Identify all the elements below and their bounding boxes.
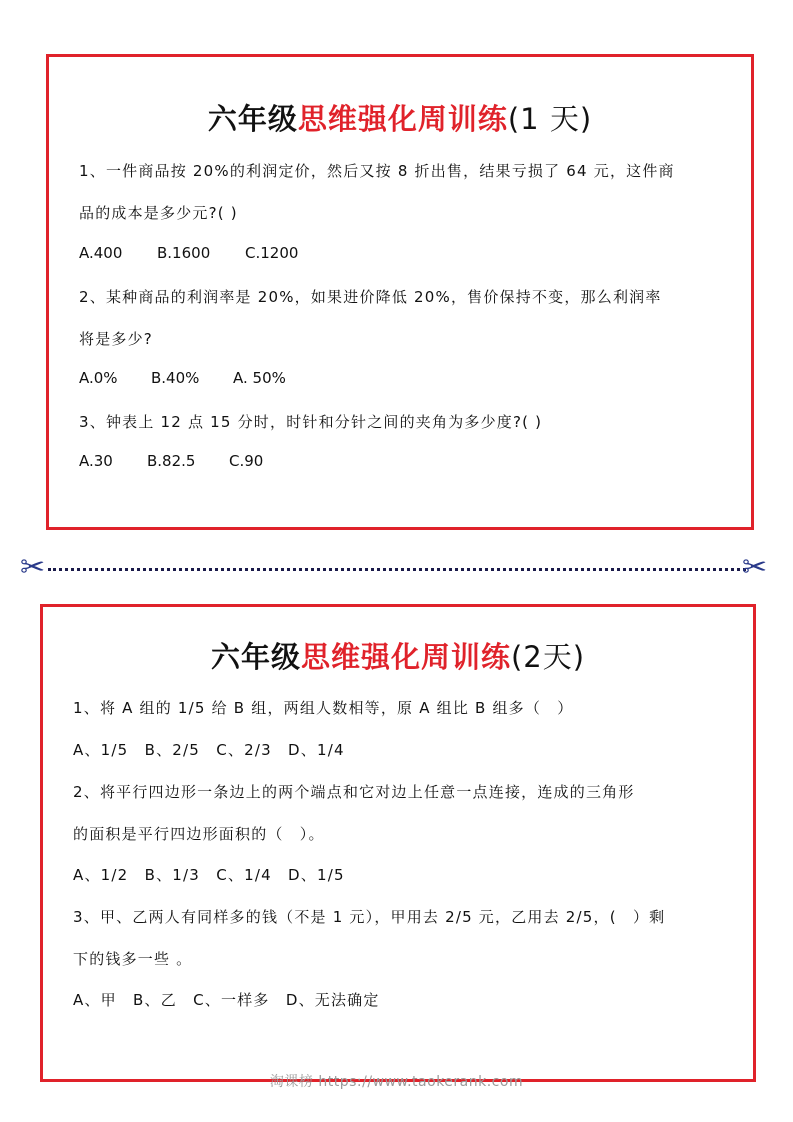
q1-text-line1: 1、一件商品按 20%的利润定价，然后又按 8 折出售，结果亏损了 64 元，这件商	[79, 162, 675, 180]
q2-text-line1: 2、某种商品的利润率是 20%，如果进价降低 20%，售价保持不变，那么利润率	[79, 288, 662, 306]
q1-option-a: A.400	[79, 244, 123, 262]
q3-option-c: C.90	[229, 452, 264, 470]
q3-text-line1: 3、钟表上 12 点 15 分时，时针和分针之间的夹角为多少度?( )	[79, 413, 543, 431]
title-day: (2天)	[510, 640, 586, 674]
q1-options	[79, 244, 298, 262]
title-grade: 六年级	[210, 640, 301, 674]
title-highlight: 思维强化周训练	[297, 102, 508, 136]
q2-options	[79, 369, 286, 387]
title-day: (1 天)	[507, 102, 593, 136]
scissors-icon: ✂	[20, 550, 46, 585]
footer-watermark: 淘课榜 https://www.taokerank.com	[269, 1074, 524, 1090]
card-title-day1	[49, 97, 751, 138]
card-title-day2	[43, 635, 753, 676]
q2-text-line2: 的面积是平行四边形面积的（ ）。	[73, 825, 325, 843]
q1-options: A、1/5 B、2/5 C、2/3 D、1/4	[73, 741, 345, 759]
title-highlight: 思维强化周训练	[300, 640, 511, 674]
q2-option-c: A. 50%	[233, 369, 286, 387]
q1-text-line2: 品的成本是多少元?( )	[79, 204, 238, 222]
q3-text-line2: 下的钱多一些 。	[73, 950, 193, 968]
exercise-card-day1	[46, 54, 754, 530]
q1-option-b: B.1600	[157, 244, 211, 262]
q3-options	[79, 452, 263, 470]
q2-option-a: A.0%	[79, 369, 118, 387]
q1-text: 1、将 A 组的 1/5 给 B 组，两组人数相等，原 A 组比 B 组多（ ）	[73, 699, 574, 717]
cut-line-divider	[48, 568, 746, 571]
scissors-icon: ✂	[742, 550, 768, 585]
q3-text-line1: 3、甲、乙两人有同样多的钱（不是 1 元），甲用去 2/5 元，乙用去 2/5，( ）剩	[73, 908, 666, 926]
q2-option-b: B.40%	[151, 369, 200, 387]
exercise-card-day2	[40, 604, 756, 1082]
q2-options: A、1/2 B、1/3 C、1/4 D、1/5	[73, 866, 345, 884]
q2-text-line1: 2、将平行四边形一条边上的两个端点和它对边上任意一点连接，连成的三角形	[73, 783, 635, 801]
q3-option-b: B.82.5	[147, 452, 196, 470]
q2-text-line2: 将是多少?	[79, 330, 153, 348]
q3-option-a: A.30	[79, 452, 113, 470]
q3-options: A、甲 B、乙 C、一样多 D、无法确定	[73, 991, 380, 1009]
q1-option-c: C.1200	[245, 244, 299, 262]
title-grade: 六年级	[207, 102, 298, 136]
